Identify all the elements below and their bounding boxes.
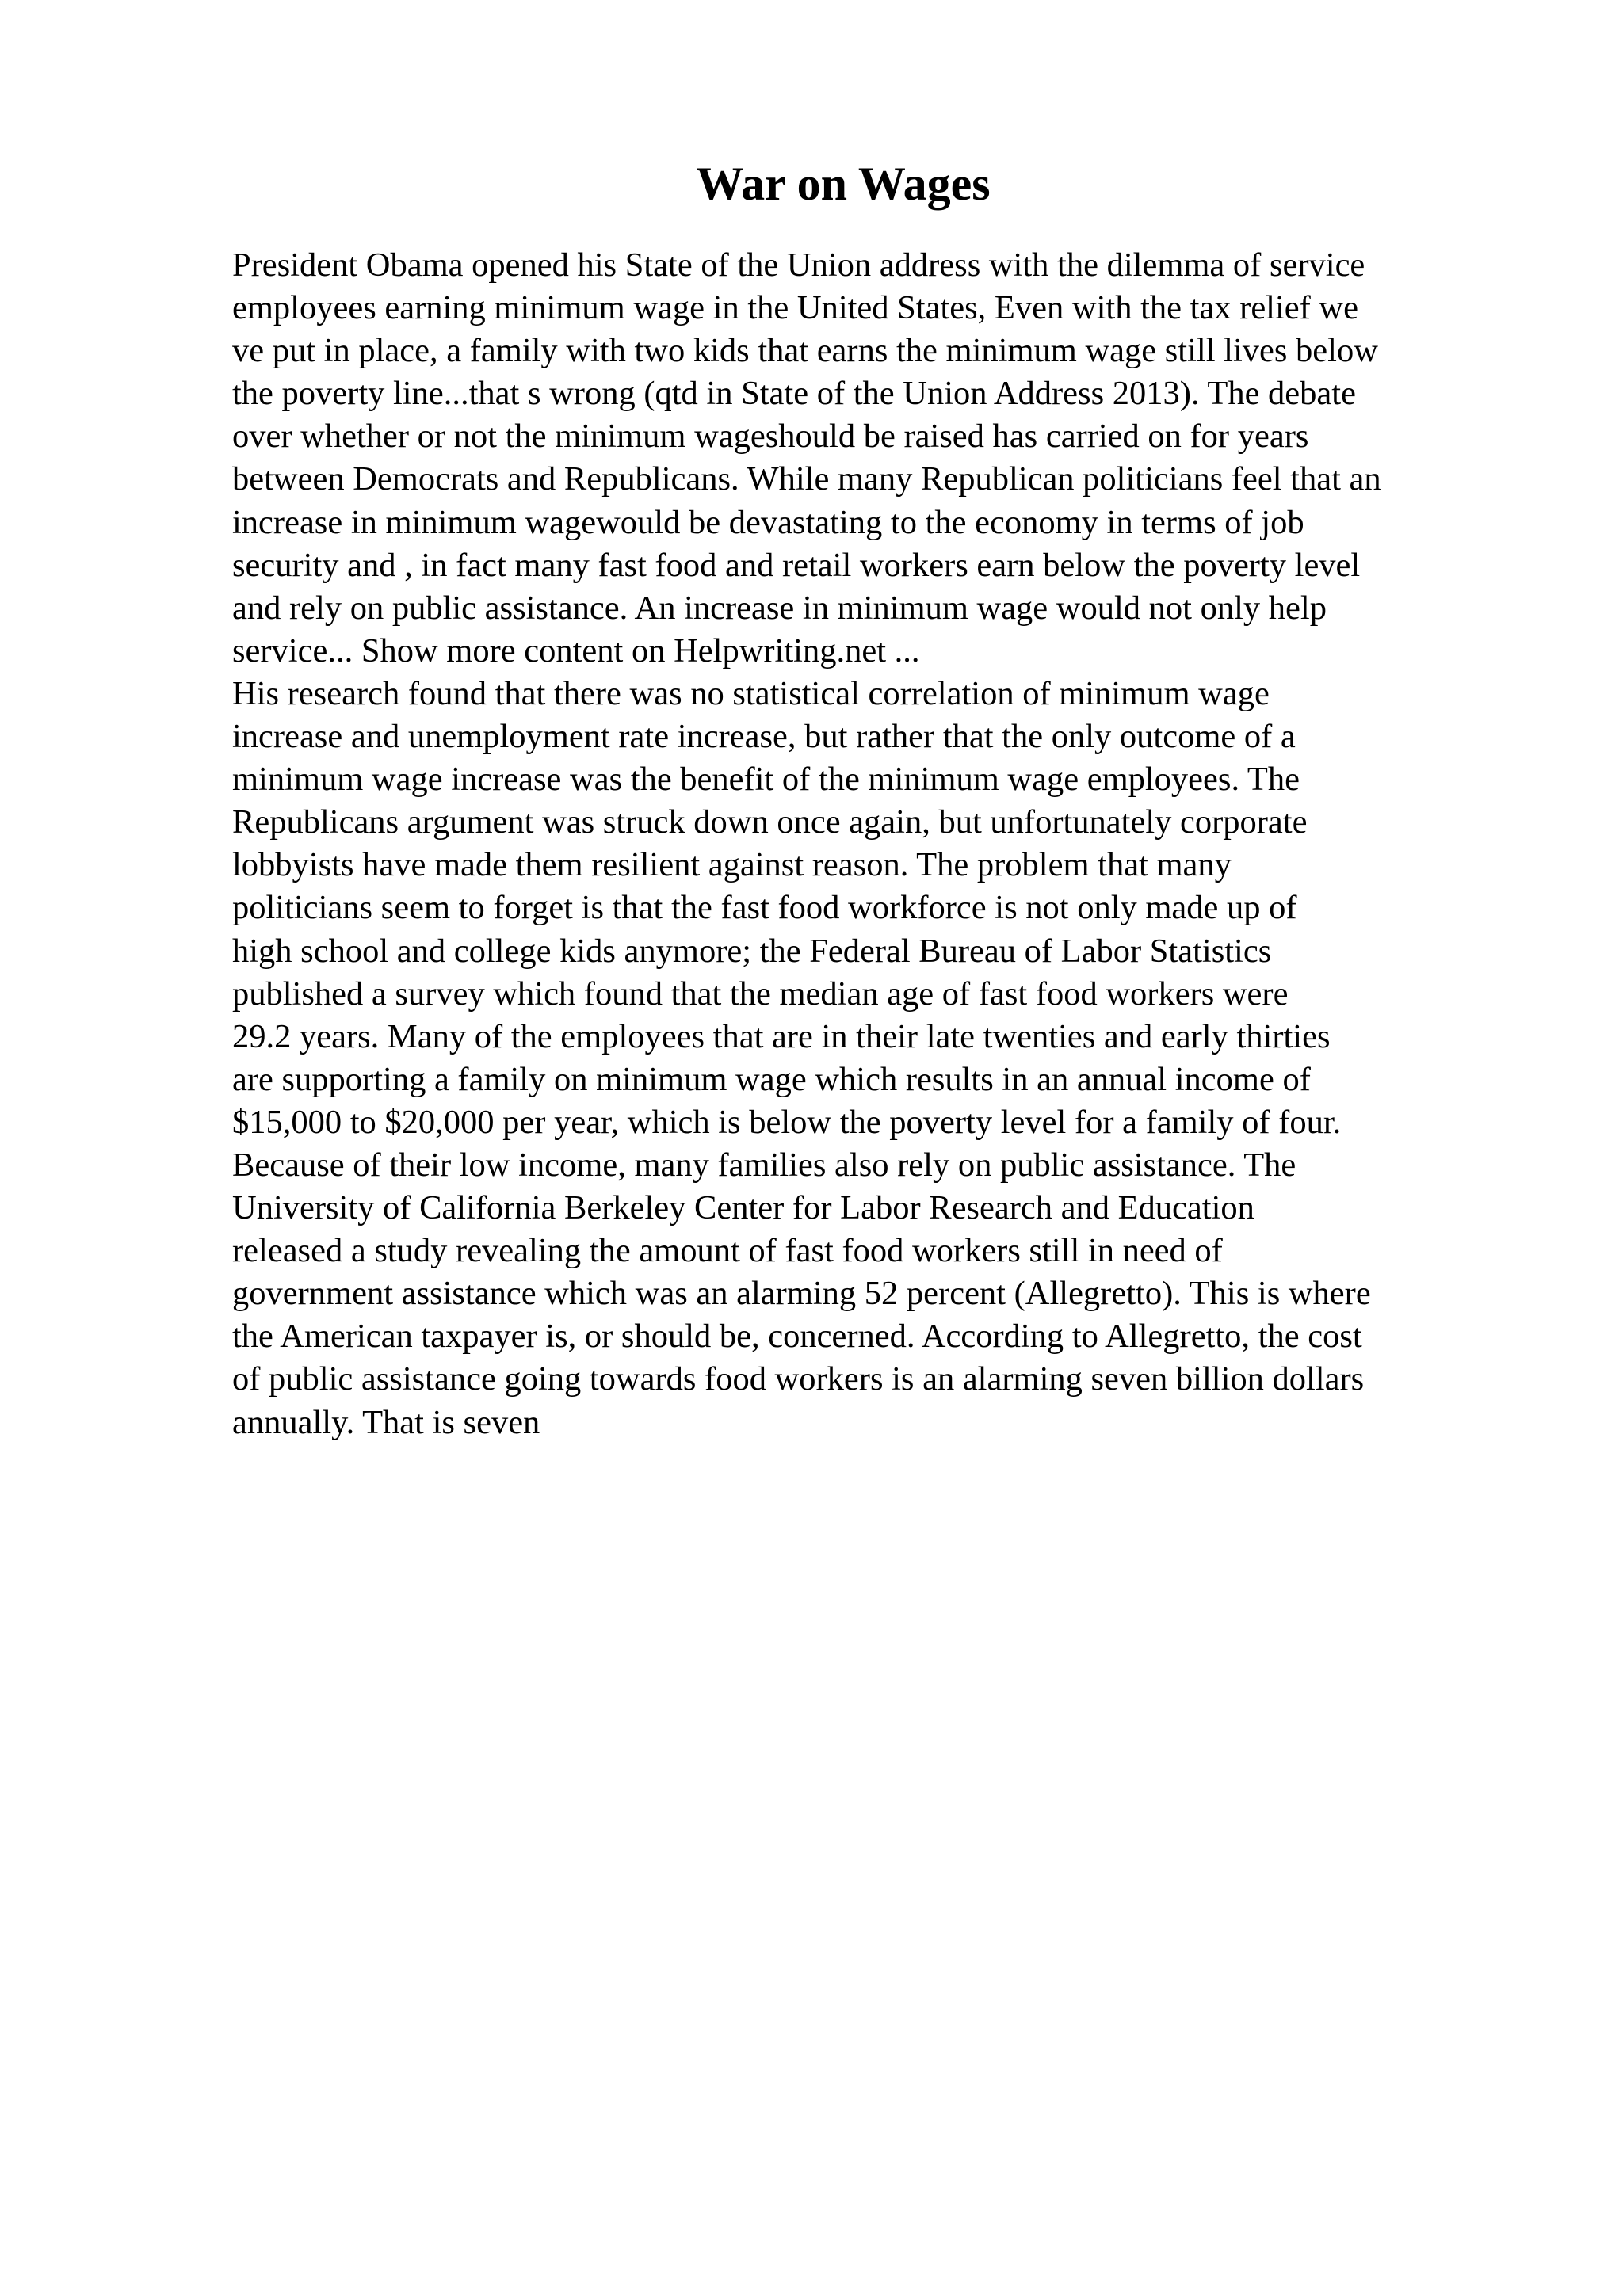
body-line: University of California Berkeley Center for Labor Research and Education	[232, 1189, 1254, 1227]
body-line: and rely on public assistance. An increase in minimum wage would not only help	[232, 589, 1327, 627]
body-line: lobbyists have made them resilient against reason. The problem that many	[232, 846, 1232, 884]
body-line: annually. That is seven	[232, 1403, 540, 1441]
body-line: employees earning minimum wage in the United States, Even with the tax relief we	[232, 289, 1358, 327]
body-line: service... Show more content on Helpwriting.net ...	[232, 631, 920, 669]
body-line: Because of their low income, many families also rely on public assistance. The	[232, 1146, 1296, 1184]
body-line: of public assistance going towards food workers is an alarming seven billion dollars	[232, 1360, 1365, 1398]
body-line: government assistance which was an alarming 52 percent (Allegretto). This is where	[232, 1275, 1371, 1313]
body-line: President Obama opened his State of the Union address with the dilemma of service	[232, 246, 1365, 284]
body-line: $15,000 to $20,000 per year, which is below the poverty level for a family of four.	[232, 1103, 1342, 1141]
body-line: 29.2 years. Many of the employees that are in their late twenties and early thirties	[232, 1017, 1331, 1055]
body-line: His research found that there was no statistical correlation of minimum wage	[232, 674, 1270, 712]
body-line: published a survey which found that the median age of fast food workers were	[232, 974, 1289, 1013]
body-line: minimum wage increase was the benefit of the minimum wage employees. The	[232, 761, 1300, 799]
document-title-text: War on Wages	[696, 158, 991, 210]
body-line: politicians seem to forget is that the fast food workforce is not only made up of	[232, 889, 1297, 927]
body-line: the American taxpayer is, or should be, concerned. According to Allegretto, the cost	[232, 1318, 1362, 1356]
body-line: between Democrats and Republicans. While many Republican politicians feel that an	[232, 460, 1381, 498]
body-line: Republicans argument was struck down once again, but unfortunately corporate	[232, 803, 1308, 841]
body-line: increase and unemployment rate increase, but rather that the only outcome of a	[232, 718, 1296, 756]
body-line: increase in minimum wagewould be devastating to the economy in terms of job	[232, 503, 1304, 541]
document-title	[0, 149, 1623, 219]
body-line: are supporting a family on minimum wage which results in an annual income of	[232, 1060, 1311, 1098]
body-line: ve put in place, a family with two kids that earns the minimum wage still lives below	[232, 332, 1378, 370]
body-line: over whether or not the minimum wageshould be raised has carried on for years	[232, 418, 1309, 456]
body-line: the poverty line...that s wrong (qtd in State of the Union Address 2013). The debate	[232, 375, 1356, 413]
body-line: high school and college kids anymore; the Federal Bureau of Labor Statistics	[232, 932, 1272, 970]
body-line: security and , in fact many fast food and retail workers earn below the poverty level	[232, 546, 1361, 584]
body-line: released a study revealing the amount of fast food workers still in need of	[232, 1232, 1223, 1270]
document-body	[232, 244, 1532, 1444]
